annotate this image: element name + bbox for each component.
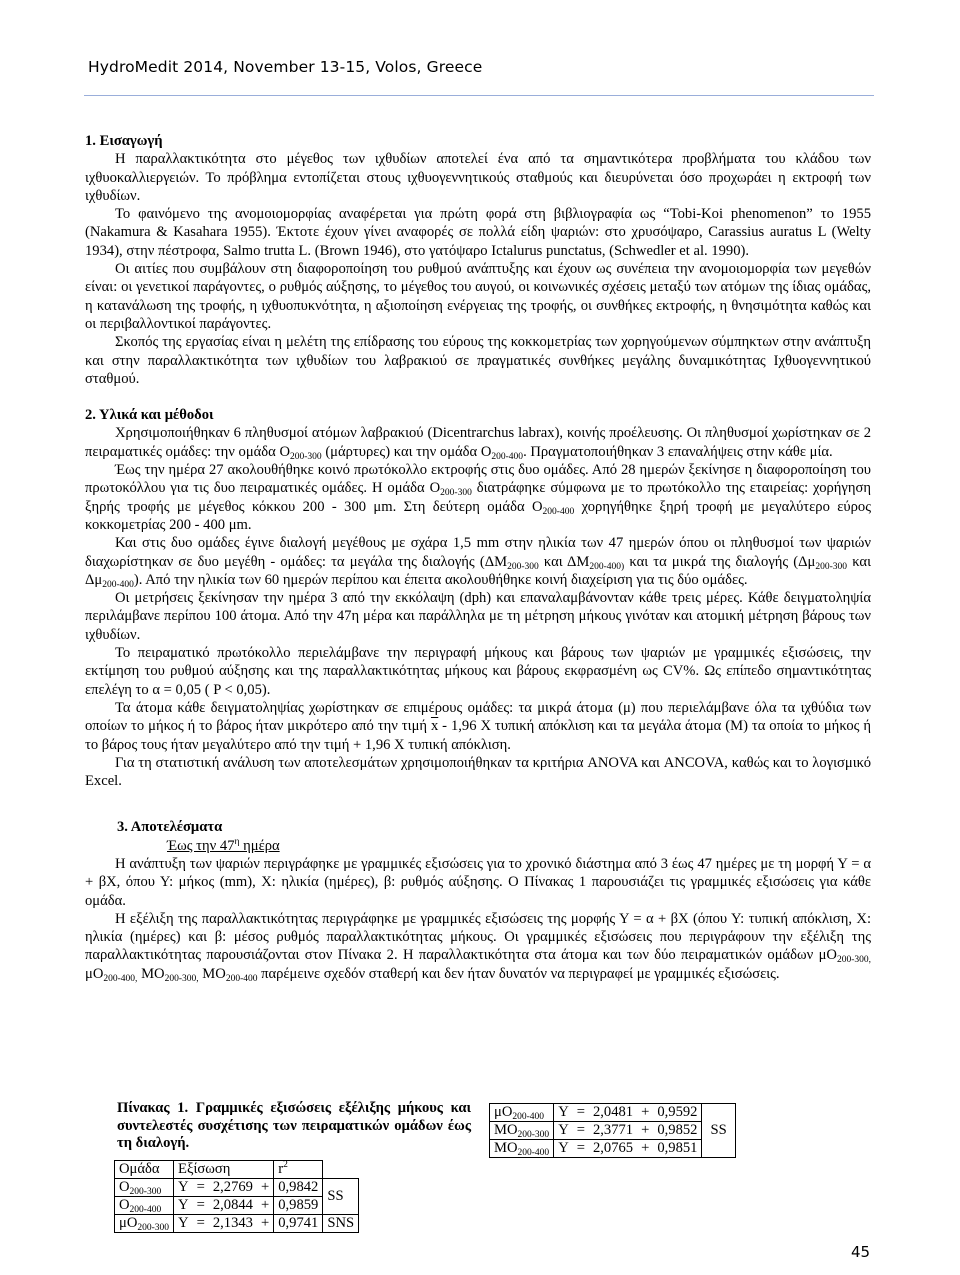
r2-cell: 0,9859: [274, 1197, 323, 1215]
group-cell: $O_{200-300}$: [115, 1179, 174, 1197]
section-2-paragraph-6: Τα άτομα κάθε δειγματοληψίας χωρίστηκαν σε επιμέρους ομάδες: τα μικρά άτομα (μ) που περιελάμβανε όλα τα ιχθύδια των οποίων το μήκος ή το βάρος ήταν μικρότερο από την τιμή $\overline{x} - 1,96$ Χ τυπική απόκλιση και τα μεγάλα άτομα (Μ) τα οποία το μήκος ή το βάρος τους ήταν μεγαλύτερο από την τιμή + 1,96 Χ τυπική απόκλιση.: [85, 699, 871, 753]
table-row: $O_{200-400}$ Υ = 2,0844 + 0,9859: [115, 1197, 359, 1215]
table-row: [115, 1161, 359, 1179]
main-text: [85, 132, 871, 983]
intercept-cell: 2,0481: [589, 1104, 637, 1122]
table-header-r2: $r^2$: [274, 1161, 323, 1179]
table-header-group: Ομάδα: [115, 1161, 174, 1179]
section-1-paragraph-3: Οι αιτίες που συμβάλουν στη διαφοροποίηση του ρυθμού ανάπτυξης και έχουν ως συνέπεια την ανομοιομορφία των μεγεθών είναι: οι γενετικοί παράγοντες, ο ρυθμός αύξησης, το μέγεθος του αυγού, οι κοινωνικές σχέσεις μεταξύ των ατόμων της ίδιας ομάδας, η κατανάλωση της τροφής, η ιχθυοπυκνότητα, η αξιοποίηση ενέργειας της τροφής, οι συνθήκες εκτροφής, η θνησιμότητα καθώς και οι περιβαλλοντικοί παράγοντες.: [85, 261, 871, 332]
significance-cell: SS: [323, 1179, 359, 1215]
table-row: $\mu O_{200-400}$ Υ = 2,0481 + 0,9592 SS: [490, 1104, 736, 1122]
table-row: $O_{200-300}$ Υ = 2,2769 + 0,9842 SS: [115, 1179, 359, 1197]
page-number: 45: [851, 1243, 871, 1261]
running-header: HydroMedit 2014, November 13-15, Volos, Greece: [88, 58, 483, 76]
table-row: $\mu O_{200-300}$ Υ = 2,1343 + 0,9741 SNS: [115, 1215, 359, 1233]
intercept-cell: 2,0765: [589, 1140, 637, 1158]
section-2-paragraph-2: Έως την ημέρα 27 ακολουθήθηκε κοινό πρωτόκολλο εκτροφής στις δυο ομάδες. Από 28 ημερών ξεκίνησε η διαφοροποίηση του πρωτοκόλλου για τις δυο πειραματικές ομάδες. Η ομάδα $O_{200-300}$ διατράφηκε σύμφωνα με το πρωτόκολλο της εταιρείας: χορήγηση ξηρής τροφής με μέγεθος κόκκου 200 - 300 μm. Στη δεύτερη ομάδα $O_{200-400}$ χορηγήθηκε ξηρή τροφή με μεγαλύτερο εύρος κοκκομετρίας 200 - 400 μm.: [85, 462, 872, 533]
r2-cell: 0,9851: [653, 1140, 702, 1158]
section-3-subtitle: Έως την $47^\eta$ ημέρα: [167, 836, 280, 854]
group-cell: $\mu O_{200-300}$: [115, 1215, 174, 1233]
section-2-title: 2. Υλικά και μέθοδοι: [85, 407, 214, 424]
intercept-cell: 2,0844: [209, 1197, 257, 1215]
intercept-cell: 2,3771: [589, 1122, 637, 1140]
group-cell: $MO_{200-400}$: [490, 1140, 554, 1158]
r2-cell: 0,9741: [274, 1215, 323, 1233]
table-row: $MO_{200-300}$ Υ = 2,3771 + 0,9852: [490, 1122, 736, 1140]
section-3-title: 3. Αποτελέσματα: [117, 819, 223, 836]
section-2-paragraph-4: Οι μετρήσεις ξεκίνησαν την ημέρα 3 από την εκκόλαψη (dph) και επαναλαμβάνονταν κάθε τρεις μέρες. Κάθε δειγματοληψία περιλάμβανε περίπου 100 άτομα. Από την 47η μέρα και παράλληλα με τη μέτρηση μήκους γινόταν και ατομική μέτρηση βάρους των ιχθυδίων.: [85, 590, 871, 643]
section-1-paragraph-1: Η παραλλακτικότητα στο μέγεθος των ιχθυδίων αποτελεί ένα από τα σημαντικότερα προβλήματα του κλάδου των ιχθυοκαλλιεργειών. Το πρόβλημα εντοπίζεται στους ιχθυογεννητικούς σταθμούς και διευρύνεται όσο προχωράει η εκτροφή των ιχθυδίων.: [85, 151, 871, 204]
table-1-caption: Πίνακας 1. Γραμμικές εξισώσεις εξέλιξης μήκους και συντελεστές συσχέτισης των πειραματικών ομάδων έως τη διαλογή.: [117, 1100, 471, 1151]
section-2-paragraph-3: Και στις δυο ομάδες έγινε διαλογή μεγέθους με σχάρα 1,5 mm στην ηλικία των 47 ημερών όπου οι πληθυσμοί των ψαριών διαχωρίστηκαν σε δυο μεγέθη - ομάδες: τα μεγάλα της διαλογής ($\Delta M_{200-300}$ και $\Delta M_{200-400)}$ και τα μικρά της διαλογής ($\Delta\mu_{200-300}$ και $\Delta\mu_{200-400}$). Από την ηλικία των 60 ημερών περίπου και έπειτα ακολουθήθηκε κοινή διαχείριση για τις δύο ομάδες.: [85, 535, 871, 590]
significance-cell: SS: [702, 1104, 735, 1158]
section-1-paragraph-4: Σκοπός της εργασίας είναι η μελέτη της επίδρασης του εύρους της κοκκομετρίας των χορηγούμενων σύμπηκτων στην ανάπτυξη και στην παραλλακτικότητα των ιχθυδίων του λαβρακιού σε πραγματικές συνθήκες μεγάλης δυναμικότητας Ιχθυογεννητικού σταθμού.: [85, 334, 871, 387]
r2-cell: 0,9852: [653, 1122, 702, 1140]
intercept-cell: 2,2769: [209, 1179, 257, 1197]
x-bar-symbol: $\overline{x}$: [430, 718, 439, 735]
r2-cell: 0,9592: [653, 1104, 702, 1122]
group-cell: $\mu O_{200-400}$: [490, 1104, 554, 1122]
intercept-cell: 2,1343: [209, 1215, 257, 1233]
section-3-paragraph-1: Η ανάπτυξη των ψαριών περιγράφηκε με γραμμικές εξισώσεις για το χρονικό διάστημα από 3 έως 47 ημέρες με τη μορφή Υ = α + βΧ, όπου Υ: μήκος (mm), Χ: ηλικία (ημέρες), β: ρυθμός αύξησης. Ο Πίνακας 1 παρουσιάζει τις γραμμικές εξισώσεις για κάθε ομάδα.: [85, 855, 871, 909]
significance-cell: SNS: [323, 1215, 359, 1233]
group-cell: $MO_{200-300}$: [490, 1122, 554, 1140]
section-2-paragraph-1: Χρησιμοποιήθηκαν 6 πληθυσμοί ατόμων λαβρακιού (Dicentrarchus labrax), κοινής προέλευσης. Οι πληθυσμοί χωρίστηκαν σε 2 πειραματικές ομάδες: την ομάδα $O_{200-300}$ (μάρτυρες) και την ομάδα $O_{200-400}$. Πραγματοποιήθηκαν 3 επαναλήψεις στην κάθε μία.: [85, 425, 871, 462]
section-1-title: 1. Εισαγωγή: [85, 133, 163, 149]
table-1: [114, 1160, 359, 1233]
table-row: $MO_{200-400}$ Υ = 2,0765 + 0,9851: [490, 1140, 736, 1158]
section-1-paragraph-2: Το φαινόμενο της ανομοιομορφίας αναφέρεται για πρώτη φορά στη βιβλιογραφία ως “Tobi-Koi phenomenon” το 1955 (Nakamura & Kasahara 1955). Έκτοτε έχουν γίνει αναφορές σε πολλά είδη ψαριών: στο χρυσόψαρο, Carassius auratus L (Welty 1934), στην πέστροφα, Salmo trutta L. (Brown 1946), στο γατόψαρο Ictalurus punctatus, (Schwedler et al. 1990).: [85, 206, 871, 259]
r2-cell: 0,9842: [274, 1179, 323, 1197]
section-2-paragraph-5: Το πειραματικό πρωτόκολλο περιελάμβανε την περιγραφή μήκους και βάρους των ψαριών με γραμμικές εξισώσεις, την εκτίμηση του ρυθμού αύξησης και της παραλλακτικότητας μήκους και βάρους εκφρασμένη ως CV%. Ως επίπεδο σημαντικότητας επελέγη το α = 0,05 ( P < 0,05).: [85, 645, 871, 698]
header-rule: [84, 95, 874, 96]
group-cell: $O_{200-400}$: [115, 1197, 174, 1215]
section-2-paragraph-7: Για τη στατιστική ανάλυση των αποτελεσμάτων χρησιμοποιήθηκαν τα κριτήρια ANOVA και ANCOVA, καθώς και το λογισμικό Excel.: [85, 754, 871, 790]
section-3-paragraph-2: Η εξέλιξη της παραλλακτικότητας περιγράφηκε με γραμμικές εξισώσεις της μορφής Υ = α + βΧ (όπου Υ: τυπική απόκλιση, Χ: ηλικία (ημέρες) και β: μέσος ρυθμός παραλλακτικότητας μήκους. Οι γραμμικές εξισώσεις που περιγράφουν την εξέλιξη της παραλλακτικότητας παρουσιάζονται στον Πίνακα 2. Η παραλλακτικότητα στα άτομα και των δύο πειραματικών ομάδων $\mu O_{200-300,}$ $\mu O_{200-400,}$ $MO_{200-300,}$ $MO_{200-400}$ παρέμεινε σχεδόν σταθερή και δεν ήταν δυνατόν να περιγραφεί με γραμμικές εξισώσεις.: [85, 910, 871, 984]
table-header-equation: Εξίσωση: [174, 1161, 274, 1179]
table-1-continued: [489, 1103, 736, 1158]
